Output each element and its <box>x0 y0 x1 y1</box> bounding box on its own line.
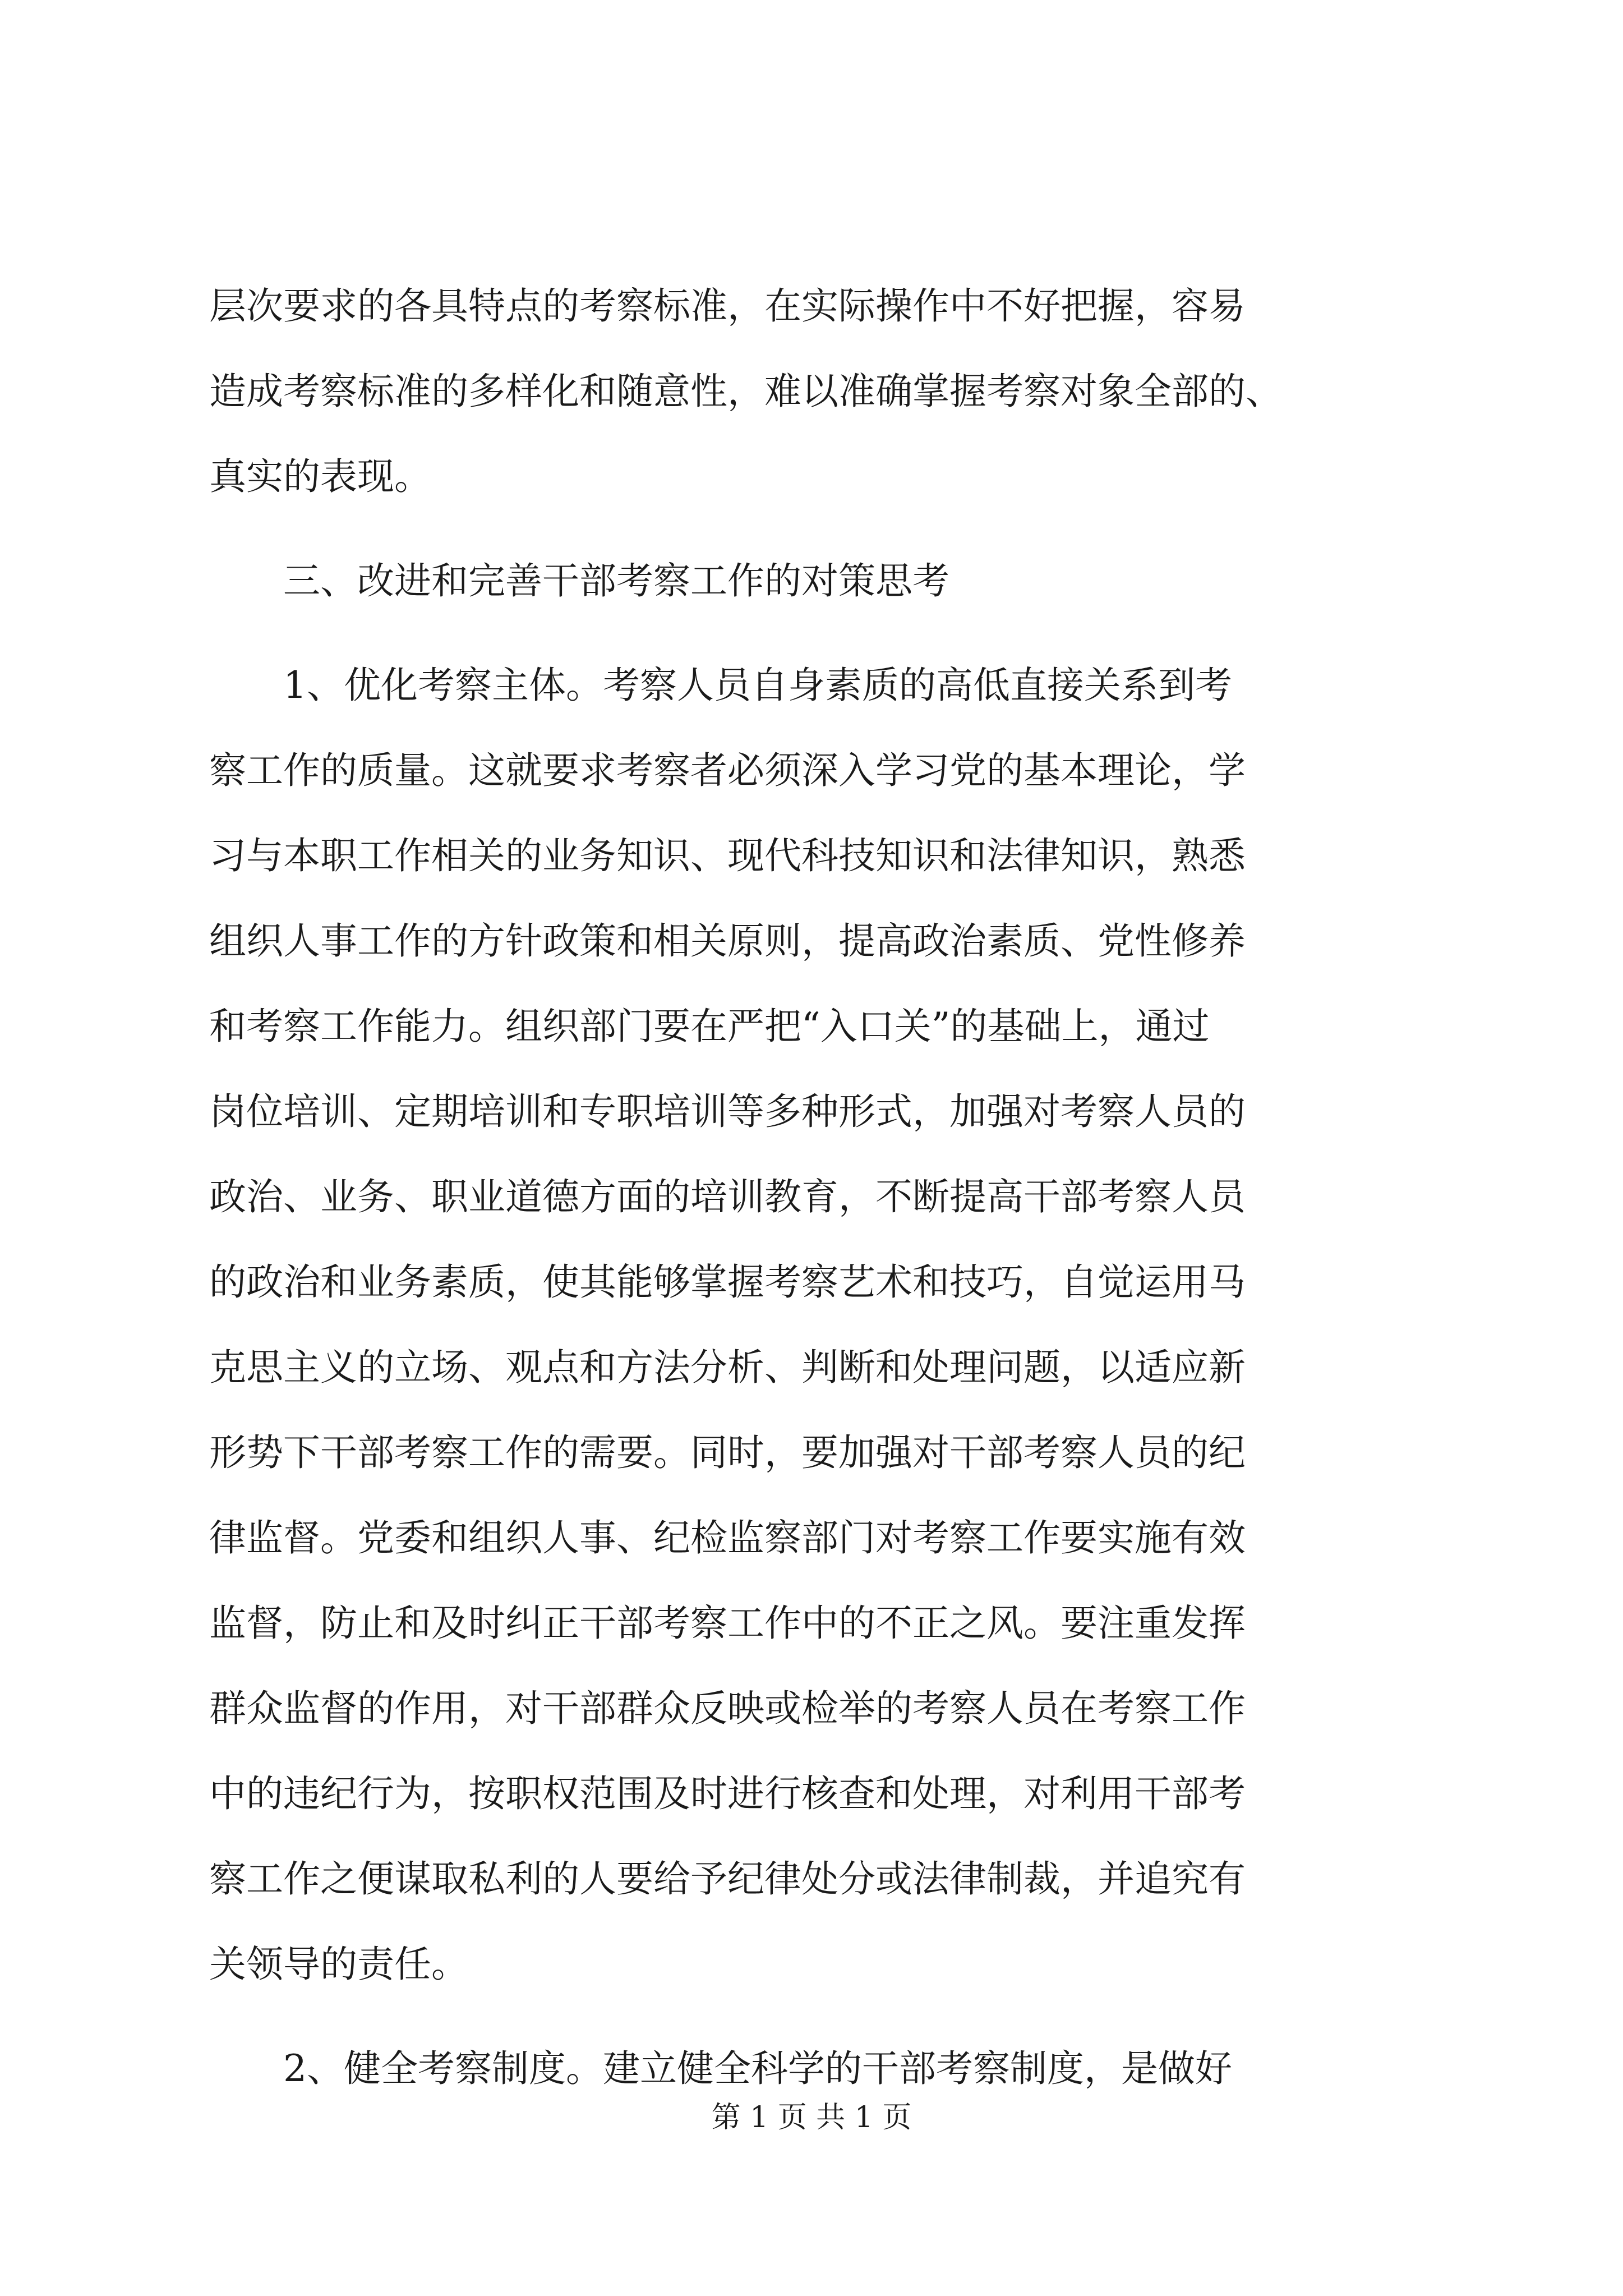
text-line: 监督，防止和及时纠正干部考察工作中的不正之风。要注重发挥 <box>209 1602 1246 1645</box>
page-footer: 第 1 页 共 1 页 <box>711 2101 912 2134</box>
text-line: 中的违纪行为，按职权范围及时进行核查和处理，对利用干部考 <box>209 1772 1246 1815</box>
text-line: 组织人事工作的方针政策和相关原则，提高政治素质、党性修养 <box>209 919 1246 963</box>
text-line: 岗位培训、定期培训和专职培训等多种形式，加强对考察人员的 <box>209 1090 1246 1133</box>
text-line: 关领导的责任。 <box>209 1943 468 1986</box>
text-line: 的政治和业务素质，使其能够掌握考察艺术和技巧，自觉运用马 <box>209 1260 1246 1304</box>
document-body <box>209 264 1471 2111</box>
text-line: 习与本职工作相关的业务知识、现代科技知识和法律知识，熟悉 <box>209 834 1246 877</box>
text-line: 律监督。党委和组织人事、纪检监察部门对考察工作要实施有效 <box>209 1516 1246 1559</box>
text-line: 察工作的质量。这就要求考察者必须深入学习党的基本理论，学 <box>209 749 1246 792</box>
text-line: 和考察工作能力。组织部门要在严把“入口关”的基础上，通过 <box>209 1005 1210 1048</box>
text-line: 造成考察标准的多样化和随意性，难以准确掌握考察对象全部的、 <box>209 370 1283 413</box>
text-line: 2、健全考察制度。建立健全科学的干部考察制度，是做好 <box>283 2047 1232 2090</box>
text-line: 察工作之便谋取私利的人要给予纪律处分或法律制裁，并追究有 <box>209 1857 1246 1901</box>
text-line: 1、优化考察主体。考察人员自身素质的高低直接关系到考 <box>283 664 1232 707</box>
text-line: 层次要求的各具特点的考察标准，在实际操作中不好把握，容易 <box>209 284 1246 328</box>
section-heading: 三、改进和完善干部考察工作的对策思考 <box>283 559 949 602</box>
text-line: 真实的表现。 <box>209 455 431 498</box>
text-line: 形势下干部考察工作的需要。同时，要加强对干部考察人员的纪 <box>209 1431 1246 1474</box>
text-line: 政治、业务、职业道德方面的培训教育，不断提高干部考察人员 <box>209 1175 1246 1218</box>
text-line: 克思主义的立场、观点和方法分析、判断和处理问题，以适应新 <box>209 1346 1246 1389</box>
text-line: 群众监督的作用，对干部群众反映或检举的考察人员在考察工作 <box>209 1687 1246 1730</box>
